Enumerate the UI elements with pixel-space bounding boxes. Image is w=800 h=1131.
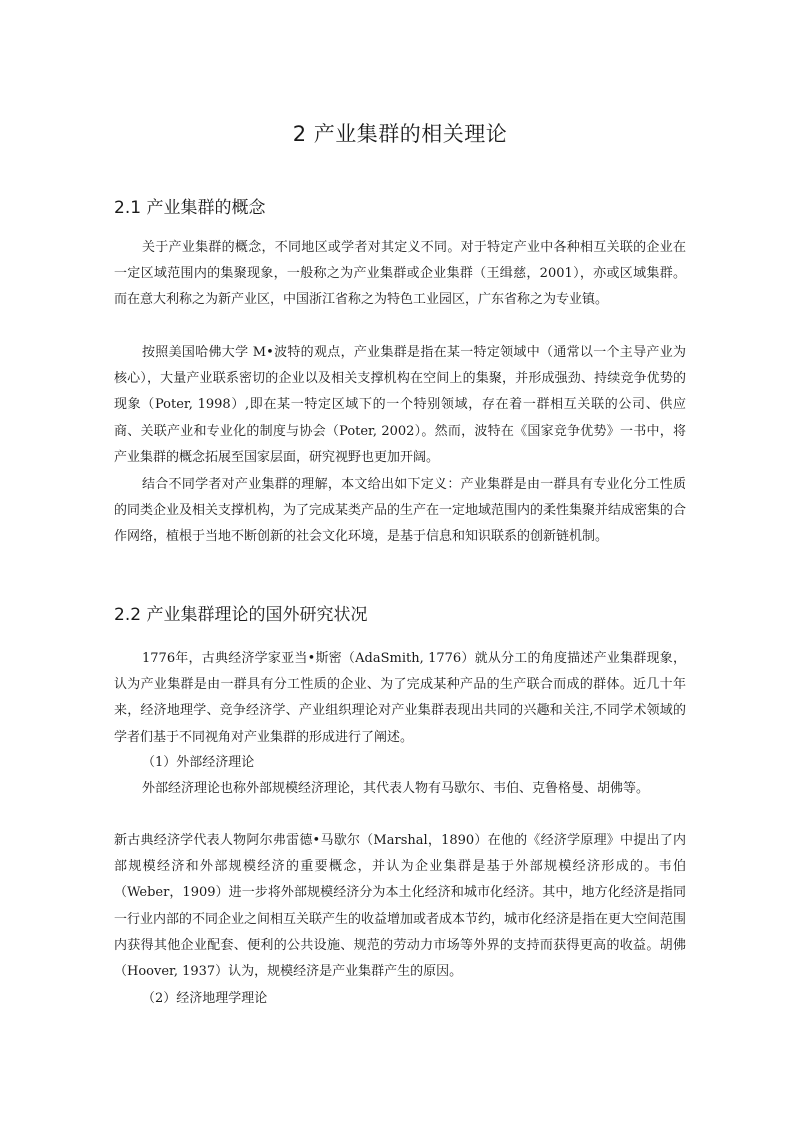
paragraph-marshall-weber-hoover: 新古典经济学代表人物阿尔弗雷德•马歇尔（Marshal，1890）在他的《经济学原理》中提出了内部规模经济和外部规模经济的重要概念，并认为企业集群是基于外部规模经济形成的。韦伯（Weber，1909）进一步将外部规模经济分为本土化经济和城市化经济。其中，地方化经济是指同一行业内部的不同企业之间相互关联产生的收益增加或者成本节约，城市化经济是指在更大空间范围内获得其他企业配套、便利的公共设施、规范的劳动力市场等外界的支持而获得更高的收益。胡佛（Hoover, 1937）认为，规模经济是产业集群产生的原因。: [114, 833, 687, 980]
subheading-economic-geography: （2）经济地理学理论: [142, 991, 268, 1006]
paragraph-porter-view: 按照美国哈佛大学 M•波特的观点，产业集群是指在某一特定领域中（通常以一个主导产业为核心），大量产业联系密切的企业以及相关支撑机构在空间上的集聚，并形成强劲、持续竞争优势的现象（Poter, 1998）,即在某一特定区域下的一个特别领域，存在着一群相互关联的公司、供应商、关联产业和专业化的制度与协会（Poter, 2002）。然而，波特在《国家竞争优势》一书中，将产业集群的概念拓展至国家层面，研究视野也更加开阔。: [114, 345, 686, 465]
paragraph-own-definition: 结合不同学者对产业集群的理解，本文给出如下定义：产业集群是由一群具有专业化分工性质的同类企业及相关支撑机构，为了完成某类产品的生产在一定地域范围内的柔性集聚并结成密集的合作网络，植根于当地不断创新的社会文化环境，是基于信息和知识联系的创新链机制。: [114, 477, 687, 545]
section-heading-2-1: 2.1 产业集群的概念: [114, 198, 266, 218]
paragraph-cluster-definition: 关于产业集群的概念，不同地区或学者对其定义不同。对于特定产业中各种相互关联的企业在一定区域范围内的集聚现象，一般称之为产业集群或企业集群（王缉慈，2001），亦或区域集群。而在意大利称之为新产业区，中国浙江省称之为特色工业园区，广东省称之为专业镇。: [114, 240, 686, 308]
section-heading-2-2: 2.2 产业集群理论的国外研究状况: [114, 605, 368, 625]
paragraph-foreign-research-intro: 1776年，古典经济学家亚当•斯密（AdaSmith, 1776）就从分工的角度描述产业集群现象，认为产业集群是由一群具有分工性质的企业、为了完成某种产品的生产联合而成的群体。近几十年来，经济地理学、竞争经济学、产业组织理论对产业集群表现出共同的兴趣和关注,不同学术领域的学者们基于不同视角对产业集群的形成进行了阐述。: [114, 651, 686, 745]
chapter-title: 2 产业集群的相关理论: [292, 122, 508, 146]
paragraph-external-economy-def: 外部经济理论也称外部规模经济理论，其代表人物有马歇尔、韦伯、克鲁格曼、胡佛等。: [142, 781, 650, 796]
subheading-external-economy: （1）外部经济理论: [142, 755, 255, 770]
